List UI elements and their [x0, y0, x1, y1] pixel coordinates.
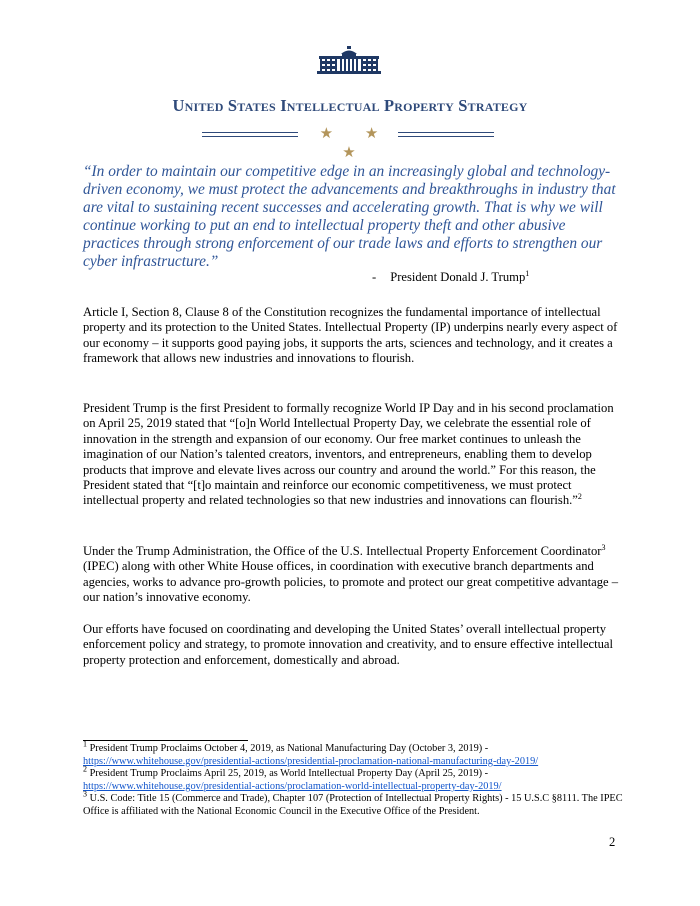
star-icons: ★ ★ ★ [319, 126, 393, 161]
footnote-1 [83, 739, 643, 756]
footnote-text: U.S. Code: Title 15 (Commerce and Trade), Chapter 107 (Protection of Intellectual Property Rights) - 15 U.S.C §8111. The IPEC Office is affiliated with the National Economic Council in the Executive Office of the President. [83, 793, 623, 817]
paragraph-efforts: Our efforts have focused on coordinating and developing the United States’ overall intellectual property enforcement policy and strategy, to promote innovation and creativity, and to ensure effective intellectual property protection and enforcement, domestically and abroad. [83, 622, 614, 667]
divider-line-left [202, 132, 298, 137]
white-house-icon [317, 46, 381, 76]
footnote-ref-2[interactable]: 2 [577, 492, 582, 502]
footnote-ref-1[interactable]: 1 [525, 268, 530, 278]
footnote-text: President Trump Proclaims October 4, 2019, as National Manufacturing Day (October 3, 2019) - [87, 743, 489, 754]
paragraph-world-ip-day [83, 401, 623, 509]
footnote-1-link[interactable]: https://www.whitehouse.gov/presidential-actions/presidential-proclamation-national-manufacturing-day-2019/ [83, 755, 539, 767]
footnote-number: 2 [83, 764, 87, 774]
footnote-ref-3[interactable]: 3 [601, 542, 606, 552]
paragraph-ipec-text-before: Under the Trump Administration, the Office of the U.S. Intellectual Property Enforcement Coordinator [83, 544, 602, 558]
footnote-number: 1 [83, 739, 87, 749]
quote-attribution [372, 270, 529, 285]
page-number: 2 [609, 835, 616, 849]
paragraph-ipec-text-after: (IPEC) along with other White House offices, in coordination with executive branch departments and agencies, works to advance pro-growth policies, to promote and protect our great competitive advantage – our nation’s innovative economy. [83, 559, 619, 605]
footnote-number: 3 [83, 789, 87, 799]
footnotes [83, 739, 643, 819]
title-divider [200, 126, 500, 161]
divider-line-right [398, 132, 494, 137]
attribution-dash: - [372, 270, 377, 284]
footnote-2 [83, 764, 643, 781]
paragraph-world-ip-day-text: President Trump is the first President to formally recognize World IP Day and in his second proclamation on April 25, 2019 stated that “[o]n World Intellectual Property Day, we celebrate the essential role of innovation in the strength and expansion of our economy. Our free market continues to unleash the imagination of our Nation’s talented creators, inventors, and entrepreneurs, enabling them to develop products that improve and elevate lives across our country and around the world.” For this reason, the President stated that “[t]o maintain and reinforce our economic competitiveness, we must protect intellectual property and related technologies so that new industries and innovations can flourish.” [83, 401, 614, 508]
document-title: United States Intellectual Property Strategy [172, 96, 528, 115]
footnote-1-link-line [83, 756, 643, 769]
attribution-name: President Donald J. Trump [390, 270, 526, 284]
footnote-2-link-line [83, 781, 643, 794]
presidential-quote: “In order to maintain our competitive edge in an increasingly global and technology-driven economy, we must protect the advancements and breakthroughs in industry that are vital to sustaining recent successes and accelerating growth. That is why we will continue working to put an end to intellectual property theft and other abusive practices through strong enforcement of our trade laws and efforts to strengthen our cyber infrastructure.” [83, 163, 616, 270]
footnote-2-link[interactable]: https://www.whitehouse.gov/presidential-actions/proclamation-world-intellectual-property-day-2019/ [83, 780, 502, 792]
paragraph-constitution: Article I, Section 8, Clause 8 of the Constitution recognizes the fundamental importance of intellectual property and its protection to the United States. Intellectual Property (IP) underpins nearly every aspect of our economy – it supports good paying jobs, it supports the arts, sciences and technology, and it creates a framework that allows new industries and innovations to flourish. [83, 305, 618, 366]
footnote-3 [83, 789, 643, 818]
footnote-separator [83, 740, 248, 741]
footnote-text: President Trump Proclaims April 25, 2019, as World Intellectual Property Day (April 25, 2019) - [87, 768, 489, 780]
paragraph-ipec [83, 544, 623, 606]
